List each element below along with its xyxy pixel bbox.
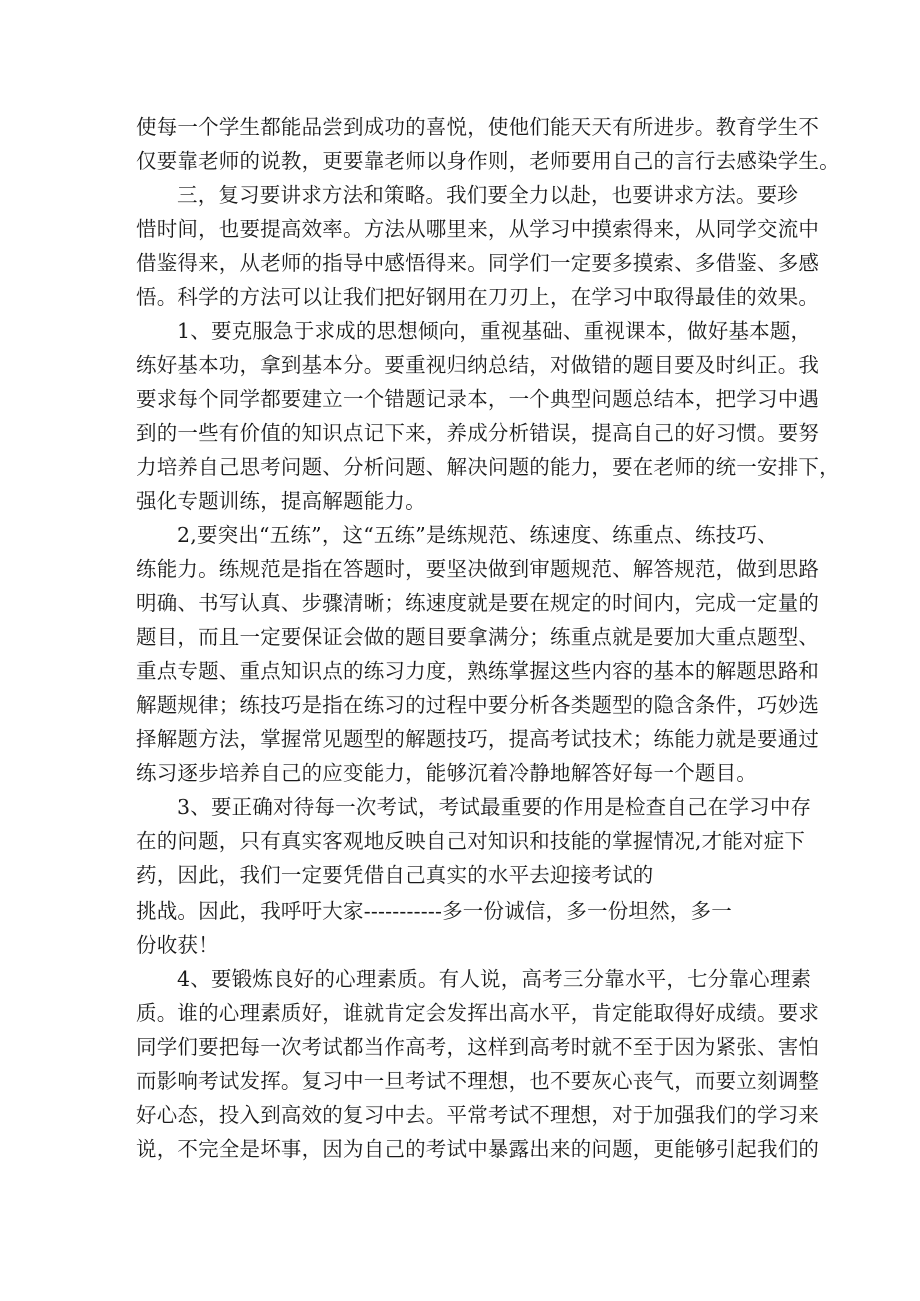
text-line: 强化专题训练，提高解题能力。 <box>136 489 426 513</box>
text-line: 使每一个学生都能品尝到成功的喜悦，使他们能天天有所进步。教育学生不 <box>136 115 820 139</box>
text-line: 到的一些有价值的知识点记下来，养成分析错误，提高自己的好习惯。要努 <box>136 421 820 445</box>
text-line: 择解题方法，掌握常见题型的解题技巧，提高考试技术；练能力就是要通过 <box>136 727 820 751</box>
text-line: 说，不完全是坏事，因为自己的考试中暴露出来的问题，更能够引起我们的 <box>136 1137 820 1161</box>
text-line: 4、要锻炼良好的心理素质。有人说，高考三分靠水平，七分靠心理素 <box>177 967 812 991</box>
text-line: 质。谁的心理素质好，谁就肯定会发挥出高水平，肯定能取得好成绩。要求 <box>136 1001 820 1025</box>
text-line: 同学们要把每一次考试都当作高考，这样到高考时就不至于因为紧张、害怕 <box>136 1035 820 1059</box>
text-line: 而影响考试发挥。复习中一旦考试不理想，也不要灰心丧气，而要立刻调整 <box>136 1069 820 1093</box>
text-line: 惜时间，也要提高效率。方法从哪里来，从学习中摸索得来，从同学交流中 <box>136 217 820 241</box>
text-line: 3、要正确对待每一次考试，考试最重要的作用是检查自己在学习中存 <box>177 795 812 819</box>
text-line: 药，因此，我们一定要凭借自己真实的水平去迎接考试的 <box>136 863 654 887</box>
text-line: 挑战。因此，我呼吁大家-----------多一份诚信，多一份坦然，多一 <box>136 899 732 923</box>
text-line: 悟。科学的方法可以让我们把好钢用在刀刃上，在学习中取得最佳的效果。 <box>136 285 820 309</box>
text-line: 三，复习要讲求方法和策略。我们要全力以赴，也要讲求方法。要珍 <box>177 183 798 207</box>
text-line: 重点专题、重点知识点的练习力度，熟练掌握这些内容的基本的解题思路和 <box>136 659 820 683</box>
text-line: 练习逐步培养自己的应变能力，能够沉着冷静地解答好每一个题目。 <box>136 761 757 785</box>
text-line: 练能力。练规范是指在答题时，要坚决做到审题规范、解答规范，做到思路 <box>136 557 820 581</box>
text-line: 好心态，投入到高效的复习中去。平常考试不理想，对于加强我们的学习来 <box>136 1103 820 1127</box>
text-line: 要求每个同学都要建立一个错题记录本，一个典型问题总结本，把学习中遇 <box>136 387 820 411</box>
text-line: 力培养自己思考问题、分析问题、解决问题的能力，要在老师的统一安排下， <box>136 455 840 479</box>
text-line: 2,要突出“五练”，这“五练”是练规范、练速度、练重点、练技巧、 <box>177 523 778 547</box>
text-line: 在的问题，只有真实客观地反映自己对知识和技能的掌握情况,才能对症下 <box>136 829 806 853</box>
text-line: 份收获！ <box>136 933 219 957</box>
text-line: 练好基本功，拿到基本分。要重视归纳总结，对做错的题目要及时纠正。我 <box>136 353 820 377</box>
text-line: 明确、书写认真、步骤清晰；练速度就是要在规定的时间内，完成一定量的 <box>136 591 820 615</box>
text-line: 解题规律；练技巧是指在练习的过程中要分析各类题型的隐含条件，巧妙选 <box>136 693 820 717</box>
text-line: 题目，而且一定要保证会做的题目要拿满分；练重点就是要加大重点题型、 <box>136 625 820 649</box>
text-line: 1、要克服急于求成的思想倾向，重视基础、重视课本，做好基本题， <box>177 319 812 343</box>
text-line: 仅要靠老师的说教，更要靠老师以身作则，老师要用自己的言行去感染学生。 <box>136 149 840 173</box>
text-line: 借鉴得来，从老师的指导中感悟得来。同学们一定要多摸索、多借鉴、多感 <box>136 251 820 275</box>
